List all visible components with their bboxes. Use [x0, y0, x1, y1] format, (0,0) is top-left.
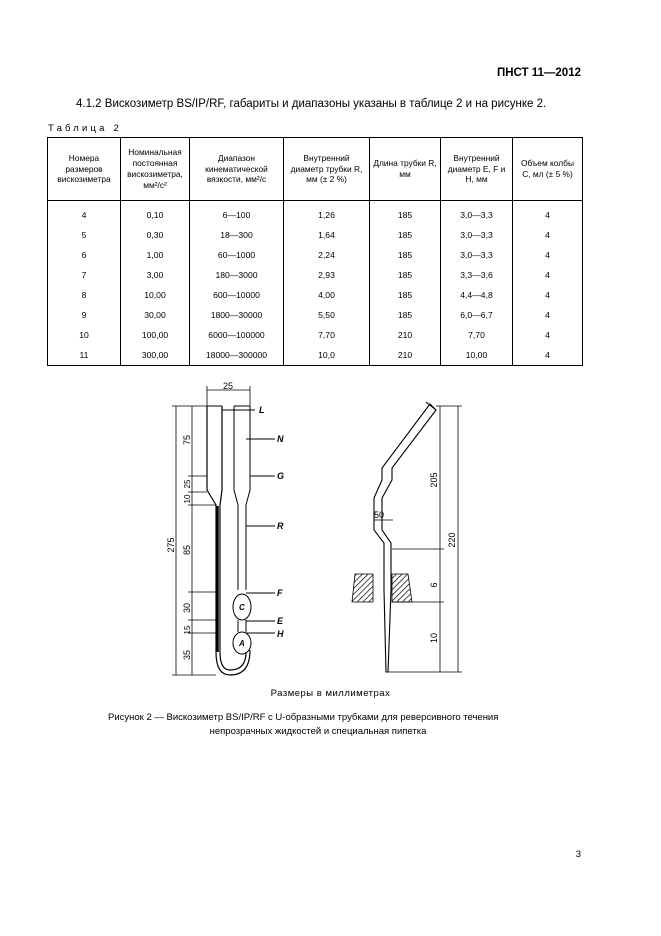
table-cell: 1,64 — [284, 225, 370, 245]
table-cell: 10 — [48, 325, 121, 345]
figure-note: Размеры в миллиметрах — [270, 688, 391, 699]
document-code: ПНСТ 11—2012 — [496, 67, 581, 79]
table-cell: 185 — [370, 285, 441, 305]
dim-220: 220 — [447, 532, 457, 548]
header-tube-length: Длина трубки R, мм — [370, 138, 441, 201]
table-cell: 7,70 — [284, 325, 370, 345]
page-number: 3 — [575, 849, 581, 860]
table-cell: 6—100 — [190, 201, 284, 226]
table-cell: 9 — [48, 305, 121, 325]
table-row — [48, 305, 583, 325]
table-caption: Таблица 2 — [48, 123, 122, 134]
table-cell: 60—1000 — [190, 245, 284, 265]
table-cell: 10,00 — [441, 345, 513, 366]
dim-75: 75 — [182, 434, 192, 446]
label-E: E — [277, 616, 284, 626]
table-cell: 1,00 — [121, 245, 190, 265]
table-cell: 180—3000 — [190, 265, 284, 285]
table-cell: 30,00 — [121, 305, 190, 325]
table-cell: 4,4—4,8 — [441, 285, 513, 305]
header-bulb-volume: Объем колбы C, мл (± 5 %) — [513, 138, 583, 201]
table-cell: 4 — [513, 201, 583, 226]
table-row — [48, 225, 583, 245]
table-cell: 210 — [370, 345, 441, 366]
intro-paragraph: 4.1.2 Вискозиметр BS/IP/RF, габариты и диапазоны указаны в таблице 2 и на рисунке 2. — [76, 98, 547, 110]
table-row — [48, 325, 583, 345]
table-cell: 185 — [370, 245, 441, 265]
table-cell: 4 — [513, 345, 583, 366]
table-cell: 8 — [48, 285, 121, 305]
special-pipette — [374, 402, 436, 672]
table-cell: 600—10000 — [190, 285, 284, 305]
figure-caption-line1: Рисунок 2 — Вискозиметр BS/IP/RF с U-образными трубками для реверсивного течения — [108, 712, 499, 723]
dim-50: 50 — [374, 510, 385, 520]
table-row — [48, 201, 583, 226]
table-cell: 5,50 — [284, 305, 370, 325]
dim-25: 25 — [183, 479, 192, 489]
dim-205: 205 — [429, 472, 439, 488]
table-cell: 2,93 — [284, 265, 370, 285]
table-cell: 4 — [513, 305, 583, 325]
table-cell: 4 — [513, 225, 583, 245]
label-L: L — [259, 405, 265, 415]
table-row — [48, 345, 583, 366]
dim-6: 6 — [429, 582, 439, 588]
viscometer-figure — [160, 380, 480, 680]
table-cell: 6 — [48, 245, 121, 265]
dim-30: 30 — [182, 602, 192, 614]
table-cell: 11 — [48, 345, 121, 366]
table-cell: 4 — [513, 285, 583, 305]
table-row — [48, 245, 583, 265]
dim-15: 15 — [183, 625, 192, 635]
table-cell: 5 — [48, 225, 121, 245]
label-N: N — [277, 434, 284, 444]
table-cell: 2,24 — [284, 245, 370, 265]
header-viscosity-range: Диапазон кинематической вязкости, мм²/с — [190, 138, 284, 201]
table-cell: 1,26 — [284, 201, 370, 226]
table-cell: 3,0—3,3 — [441, 225, 513, 245]
table-cell: 3,0—3,3 — [441, 245, 513, 265]
header-inner-diameter: Внутренний диаметр E, F и H, мм — [441, 138, 513, 201]
label-C: C — [239, 603, 245, 612]
table-cell: 300,00 — [121, 345, 190, 366]
table-cell: 18—300 — [190, 225, 284, 245]
specification-table — [47, 137, 583, 366]
header-constant: Номинальная постоянная вискозиметра, мм²/с² — [121, 138, 190, 201]
table-cell: 4 — [513, 265, 583, 285]
label-R: R — [277, 521, 284, 531]
dim-35: 35 — [182, 649, 192, 661]
table-cell: 10,0 — [284, 345, 370, 366]
table-cell: 4 — [48, 201, 121, 226]
table-cell: 0,30 — [121, 225, 190, 245]
figure-caption — [108, 711, 528, 739]
table-cell: 1800—30000 — [190, 305, 284, 325]
table-cell: 4 — [513, 245, 583, 265]
table-cell: 4 — [513, 325, 583, 345]
label-A: A — [239, 639, 245, 648]
dim-85: 85 — [182, 544, 192, 556]
table-cell: 18000—300000 — [190, 345, 284, 366]
table-cell: 100,00 — [121, 325, 190, 345]
table-cell: 10,00 — [121, 285, 190, 305]
header-size-number: Номера размеров вискозиметра — [48, 138, 121, 201]
table-cell: 6,0—6,7 — [441, 305, 513, 325]
header-tube-diameter: Внутренний диаметр трубки R, мм (± 2 %) — [284, 138, 370, 201]
table-cell: 3,3—3,6 — [441, 265, 513, 285]
table-cell: 185 — [370, 265, 441, 285]
figure-caption-line2: непрозрачных жидкостей и специальная пипетка — [209, 725, 427, 737]
table-cell: 185 — [370, 305, 441, 325]
table-cell: 3,00 — [121, 265, 190, 285]
dim-total: 275 — [166, 537, 176, 553]
table-row — [48, 285, 583, 305]
u-tube-viscometer — [207, 406, 275, 675]
label-H: H — [277, 629, 284, 639]
table-cell: 7,70 — [441, 325, 513, 345]
dim-top: 25 — [222, 381, 234, 391]
table-cell: 185 — [370, 225, 441, 245]
table-cell: 6000—100000 — [190, 325, 284, 345]
label-G: G — [277, 471, 285, 481]
table-cell: 0,10 — [121, 201, 190, 226]
dim-10-pipette: 10 — [429, 632, 439, 644]
table-row — [48, 265, 583, 285]
table-cell: 4,00 — [284, 285, 370, 305]
stopper — [352, 574, 412, 602]
table-cell: 3,0—3,3 — [441, 201, 513, 226]
table-cell: 185 — [370, 201, 441, 226]
label-F: F — [277, 588, 283, 598]
dim-10: 10 — [183, 494, 192, 504]
table-header-row — [48, 138, 583, 201]
table-cell: 7 — [48, 265, 121, 285]
table-cell: 210 — [370, 325, 441, 345]
